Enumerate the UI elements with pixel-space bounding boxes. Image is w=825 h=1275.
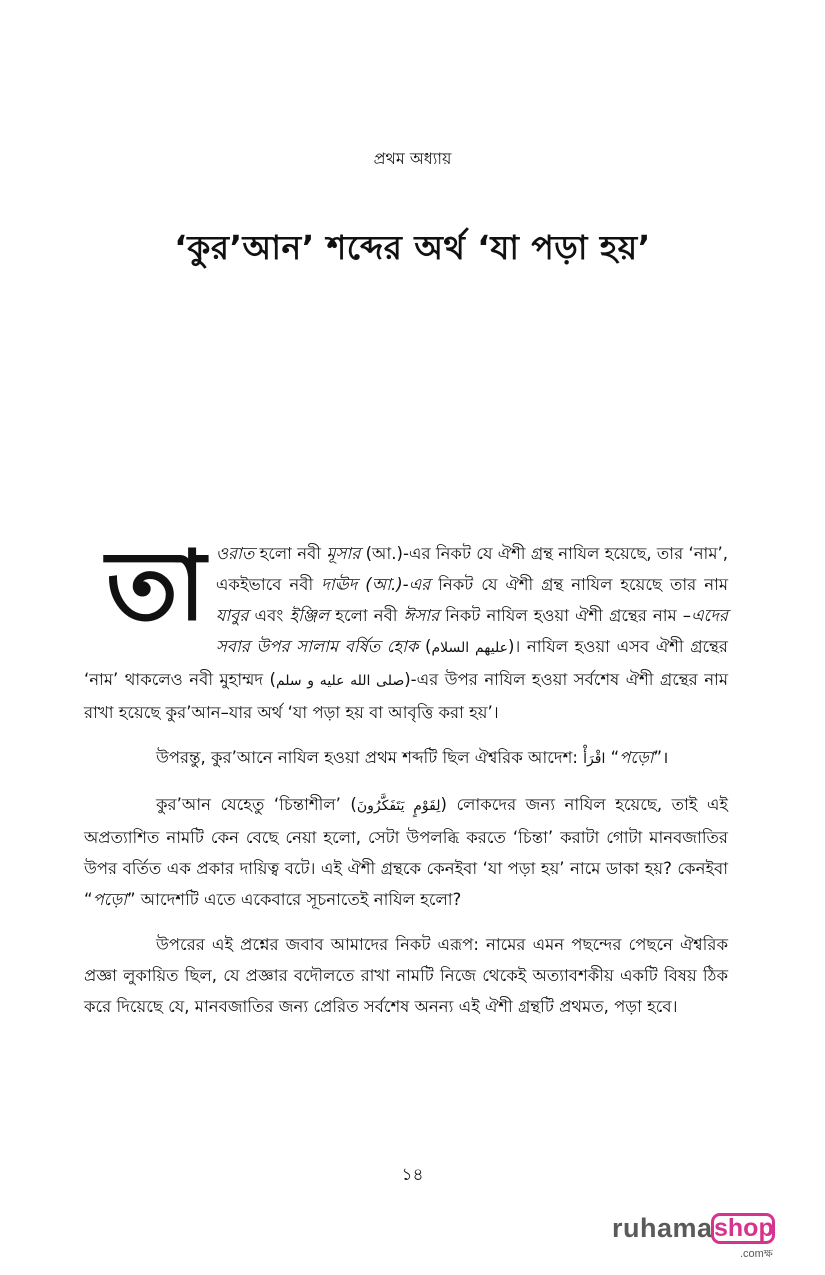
body-text xyxy=(84,530,729,1036)
page-title: ‘কুর’আন’ শব্দের অর্থ ‘যা পড়া হয়’ xyxy=(174,228,651,267)
arabic-phrase: عليهم السلام xyxy=(431,640,508,656)
text-span: এদের সবার উপর সালাম বর্ষিত হোক xyxy=(215,606,728,656)
text-span: হলো নবী xyxy=(254,544,327,563)
logo-badge: shop xyxy=(711,1213,775,1244)
paragraph-2 xyxy=(84,742,728,775)
text-span: ঈসার xyxy=(403,606,440,625)
paragraph-3 xyxy=(84,789,728,915)
text-span: “ xyxy=(605,748,620,767)
arabic-phrase: صلى الله عليه و سلم xyxy=(275,673,405,689)
arabic-phrase: لِقَوْمٍ يَتَفَكَّرُونَ xyxy=(356,798,441,814)
text-span: )। নাযিল হওয়া এসব ঐশী গ্রন্থের ‘নাম’ থাকলেও নবী মুহাম্মদ ( xyxy=(84,637,728,689)
chapter-label: প্রথম অধ্যায় xyxy=(373,149,452,168)
text-span: পড়ো xyxy=(92,890,127,909)
text-span: ওরাত xyxy=(215,544,255,563)
logo-text: ruhama xyxy=(612,1213,713,1243)
text-span: হলো নবী xyxy=(329,606,404,625)
text-span: নিকট যে ঐশী গ্রন্থ নাযিল হয়েছে তার নাম xyxy=(430,575,728,594)
drop-cap: তা xyxy=(106,530,206,642)
page-number: ১৪ xyxy=(401,1165,424,1185)
text-span: পড়ো xyxy=(619,748,654,767)
text-span: নিকট নাযিল হওয়া ঐশী গ্রন্থের নাম – xyxy=(439,606,692,625)
paragraph-4: উপরের এই প্রশ্নের জবাব আমাদের নিকট এরূপ: নামের এমন পছন্দের পেছনে ঐশ্বরিক প্রজ্ঞা লুকায়িত ছিল, যে প্রজ্ঞার বদৌলতে রাখা নামটি নিজে থেকেই অত্যাবশকীয় একটি বিষয় ঠিক করে দিয়েছে যে, মানবজাতির জন্য প্রেরিত সর্বশেষ অনন্য এই ঐশী গ্রন্থটি প্রথমত, পড়া হবে। xyxy=(84,935,728,1016)
text-span: ( xyxy=(418,637,432,656)
text-span: যাবুর xyxy=(215,606,249,625)
paragraph-1 xyxy=(84,530,728,728)
text-span: কুর’আন যেহেতু ‘চিন্তাশীল’ ( xyxy=(156,795,357,814)
text-span: মূসার xyxy=(326,544,361,563)
logo-suffix: .comক্ষ xyxy=(740,1248,773,1260)
text-span: ইঞ্জিল xyxy=(289,606,330,625)
ruhamashop-logo xyxy=(612,1210,782,1260)
text-span: ”। xyxy=(653,748,669,767)
text-span: ” আদেশটি এতে একেবারে সূচনাতেই নাযিল হলো? xyxy=(126,890,462,909)
text-span: দাঊদ (আ.)-এর xyxy=(321,575,431,594)
text-span: )-এর উপর নাযিল হওয়া সর্বশেষ ঐশী গ্রন্থের নাম রাখা হয়েছে কুর’আন–যার অর্থ ‘যা পড়া হয় বা আবৃত্তি করা হয়’। xyxy=(84,670,728,722)
text-span: ) লোকদের জন্য নাযিল হয়েছে, তাই এই অপ্রত্যাশিত নামটি কেন বেছে নেয়া হলো, সেটা উপলব্ধি করতে ‘চিন্তা’ করাটা গোটা মানবজাতির উপর বর্তিত এক প্রকার দায়িত্ব বটে। এই ঐশী গ্রন্থকে কেনইবা ‘যা পড়া হয়’ নামে ডাকা হয়? কেনইবা “ xyxy=(84,795,729,909)
arabic-phrase: اقْرَأْ xyxy=(583,751,606,767)
text-span: উপরন্তু, কুর’আনে নাযিল হওয়া প্রথম শব্দটি ছিল ঐশ্বরিক আদেশ: xyxy=(156,748,584,767)
text-span: (আ.)-এর নিকট যে ঐশী গ্রন্থ নাযিল হয়েছে, তার ‘নাম’, একইভাবে নবী xyxy=(215,544,728,594)
text-span: এবং xyxy=(248,606,290,625)
